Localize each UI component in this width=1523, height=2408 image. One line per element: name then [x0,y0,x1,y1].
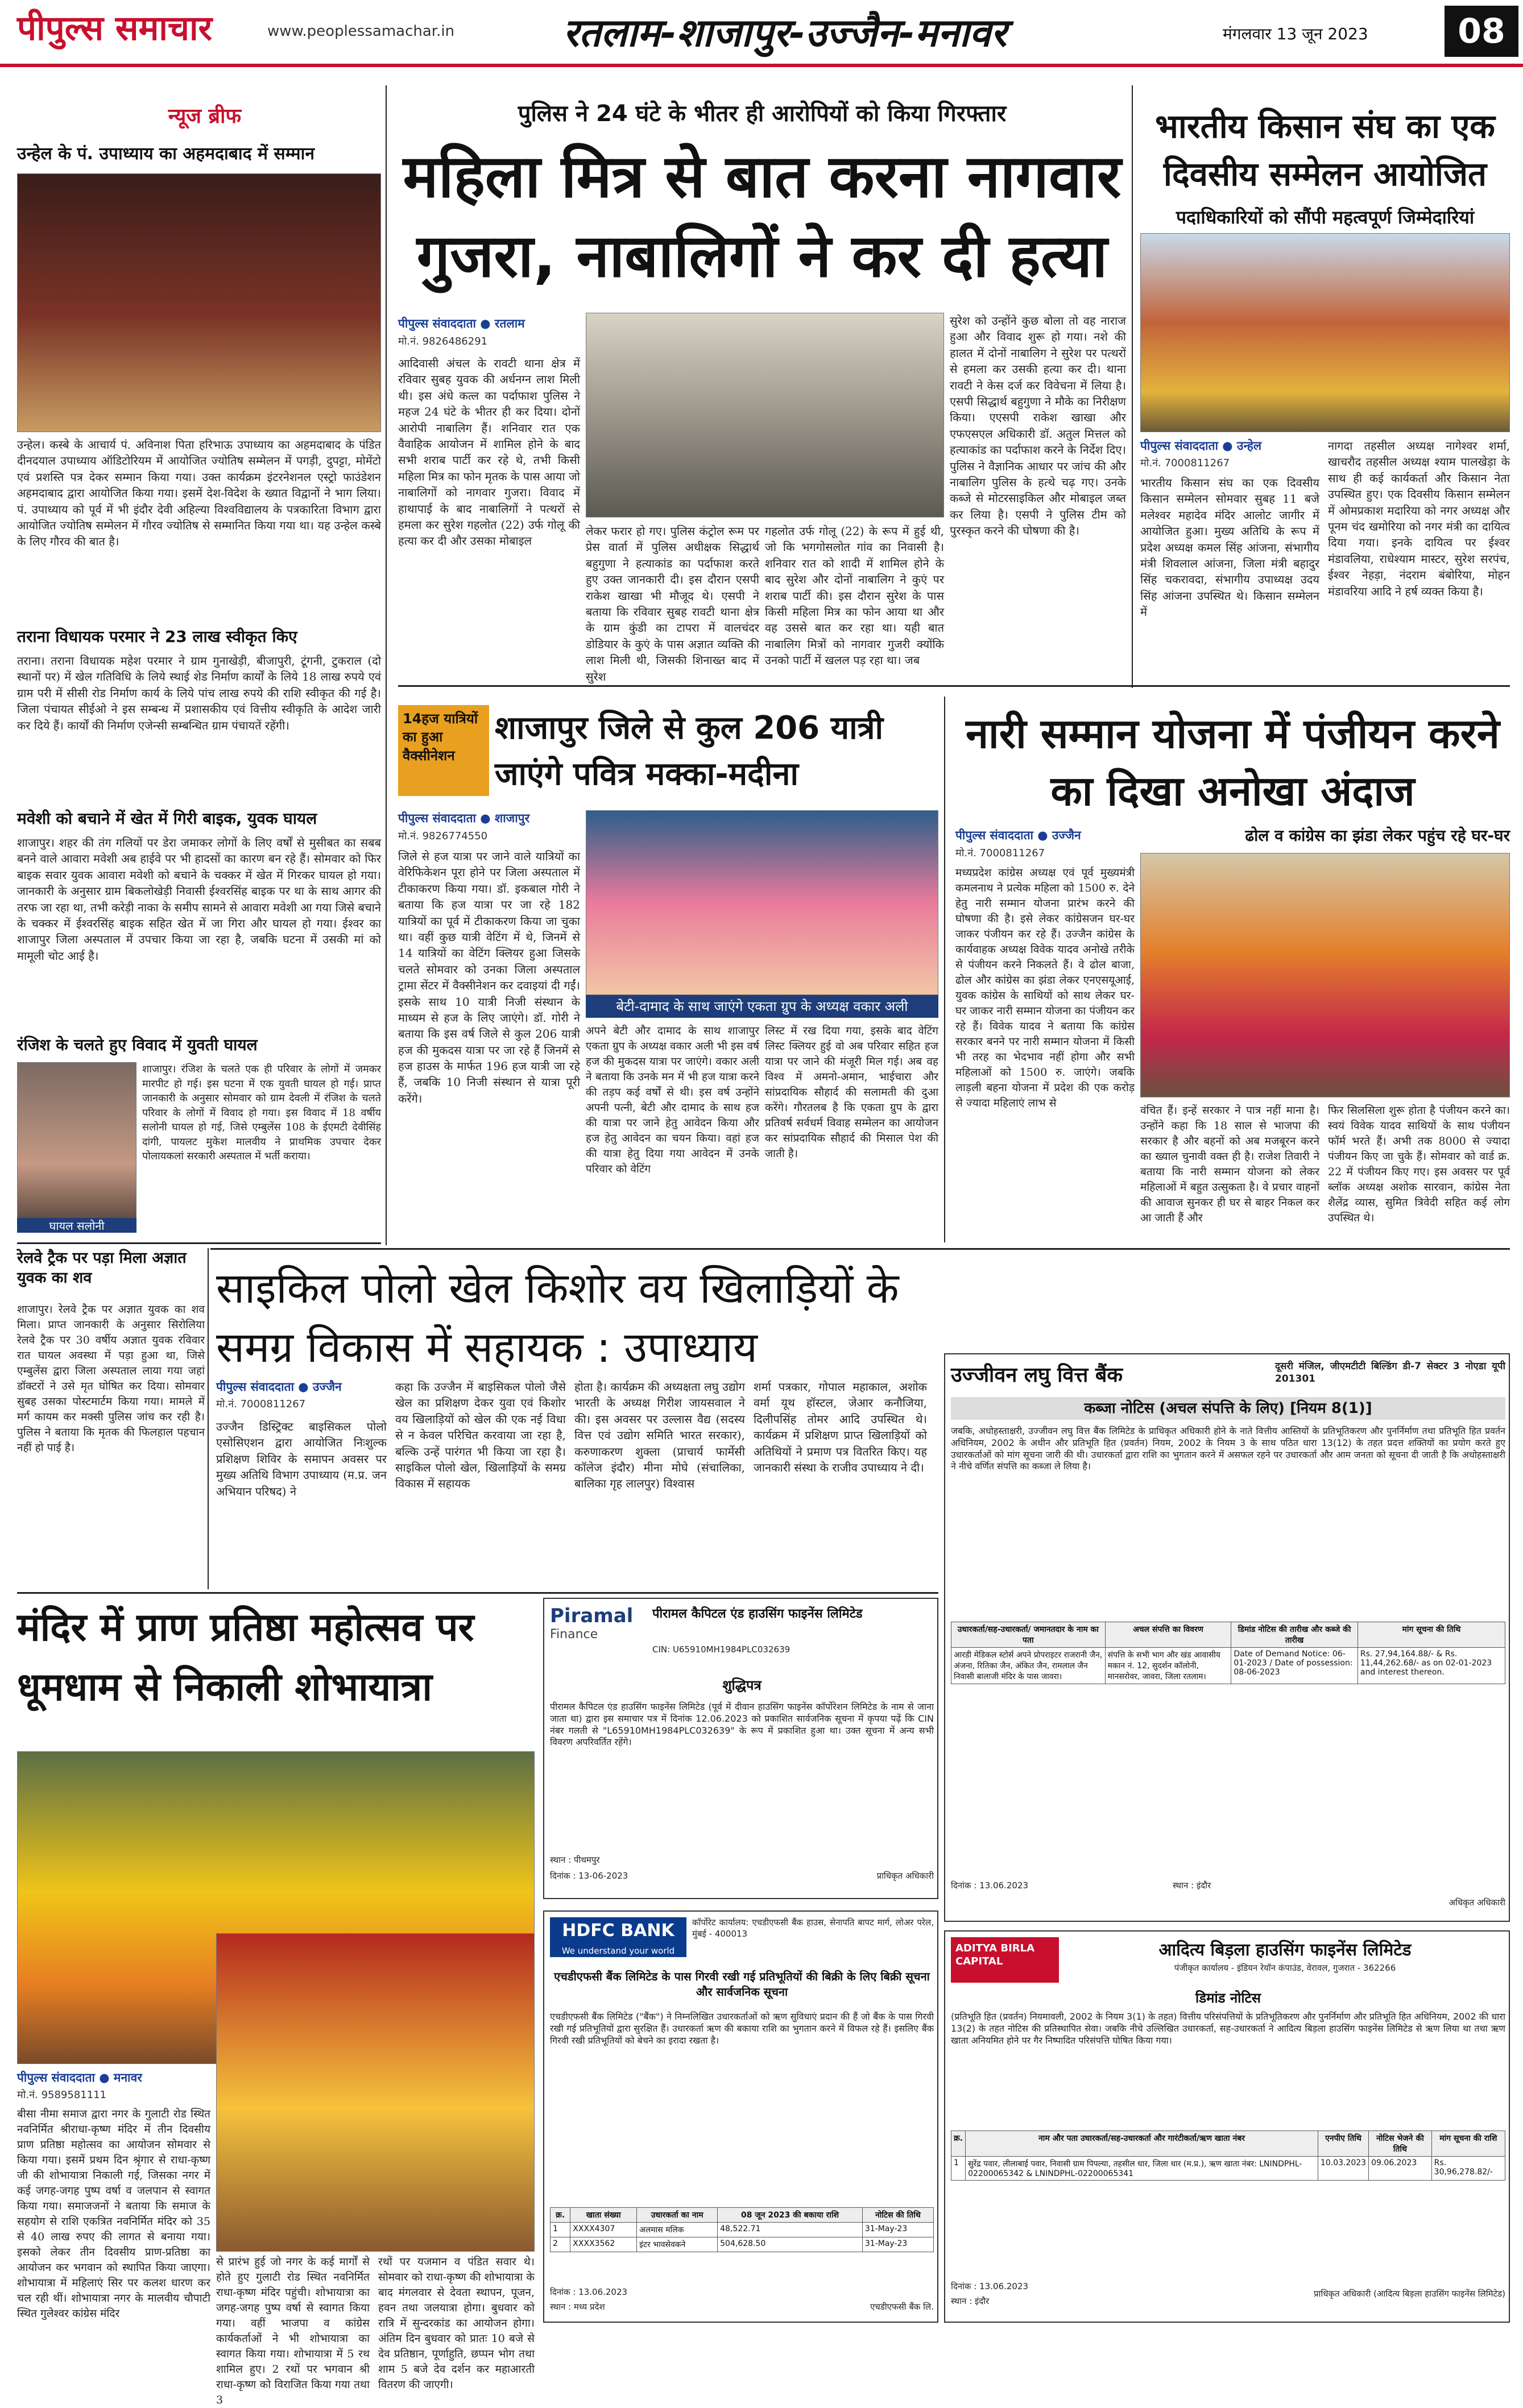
murder-photo [586,313,944,517]
murder-col-2: लेकर फरार हो गए। पुलिस कंट्रोल रूम पर प्रेस वार्ता में पुलिस अधीक्षक सिद्धार्थ बहुगुणा ने हत्याकांड का पर्दाफाश करते हुए उक्त जानकारी दी। इस दौरान एसपी राकेश खाखा भी मौजूद थे। एसपी ने बताया कि रविवार सुबह रावटी थाना क्षेत्र के ग्राम कुंडी का टापरा में वालचंदर डोडियार के कुएं के पास अज्ञात व्यक्ति की लाश मिली थी, जिसकी शिनाख्त बाद में सुरेश [586,524,759,683]
aditya-logo: ADITYA BIRLA CAPITAL [951,1937,1059,1983]
murder-kicker: पुलिस ने 24 घंटे के भीतर ही आरोपियों को किया गिरफ्तार [518,101,1007,127]
table-row [551,2237,934,2252]
hdfc-notice-title: एचडीएफसी बैंक लिमिटेड के पास गिरवी रखी गई प्रतिभूतियों की बिक्री के लिए बिक्री सूचना और सार्वजनिक सूचना [554,1970,930,1999]
website-url[interactable]: www.peoplessamachar.in [267,23,455,40]
cycle-col-2: कहा कि उज्जैन में बाइसिकल पोलो जैसे खेल का प्रशिक्षण देकर युवा एवं किशोर वय खिलाड़ियों को खेल की एक नई विधा से न केवल परिचित करवाया जा रहा है, बल्कि उन्हें पारंगत भी किया जा रहा है। साइकिल पोलो खेल, खिलाड़ियों के समग्र विकास में सहायक [395,1380,566,1491]
ad-hdfc [543,1910,938,2323]
piramal-notice-title: शुद्धिपत्र [722,1677,762,1693]
haj-headline: शाजापुर जिले से कुल 206 यात्री जाएंगे पवित्र मक्का-मदीना [495,710,883,793]
table-cell: इंटर भावसेवकने [637,2237,718,2252]
table-header: क्र. [551,2208,570,2223]
piramal-brand: Piramal [550,1605,634,1627]
section-label: न्यूज ब्रीफ [168,105,242,128]
kisan-col-1: भारतीय किसान संघ का एक दिवसीय किसान सम्मेलन सोमवार सुबह 11 बजे मलेश्वर महादेव मंदिर आलोट जागीर में आयोजित हुआ। मुख्य अतिथि के रूप में प्रदेश अध्यक्ष कमल सिंह आंजना, संभागीय मंत्री शिवलाल आंजना, जिला मंत्री बहादुर सिंह चकरावदा, संभागीय उपाध्यक्ष उदय सिंह आंजना उपस्थित थे। किसान सम्मेलन में [1140,476,1319,619]
nari-col-2: वंचित हैं। इन्हें सरकार ने पात्र नहीं माना है। उन्होंने कहा कि 18 साल से भाजपा की सरकार है और बहनों को अब मजबूरन करने का ख्याल चुनावी वक्त ही है। राजेश तिवारी ने बताया कि नारी सम्मान योजना को लेकर महिलाओं में बहुत उत्सुकता है। वे प्रचार वाहनों की आवाज सुनकर ही घर से बाहर निकल कर आ जाती हैं और [1140,1104,1319,1224]
table-cell: 31-May-23 [862,2223,933,2237]
aditya-table-header [951,2131,1505,2157]
kisan-headline: भारतीय किसान संघ का एक दिवसीय सम्मेलन आयोजित [1155,107,1495,194]
table-cell: सुरेंद्र पवार, लीलाबाई पवार, निवासी ग्राम पिपल्या, तहसील धार, जिला धार (म.प्र.), ऋण खाता नंबर: LNINDPHL-02200065342 & LNINDPHL-02200065341 [966,2157,1318,2181]
murder-col-4: सुरेश को उन्होंने कुछ बोला तो वह नाराज हुआ और विवाद शुरू हो गया। नशे की हालत में दोनों नाबालिग ने सुरेश पर पत्थरों से हमला कर उसकी हत्या कर दी। थाना रावटी ने केस दर्ज कर विवेचना में लिया है। एसपी सिद्धार्थ बहुगुणा ने मौके का निरीक्षण किया। एएसपी राकेश खाखा और एफएसएल अधिकारी डॉ. अतुल मित्तल को हत्याकांड का पर्दाफाश करने के निर्देश दिए। पुलिस ने वैज्ञानिक आधार पर जांच की और नाबालिग पुलिस के हत्थे चढ़ गए। उनके कब्जे से मोटरसाइकिल और मोबाइल जब्त कर लिया है। एसपी ने पुलिस टीम को पुरस्कृत करने की घोषणा की है। [950,314,1126,538]
ujjivan-brand: उज्जीवन लघु वित्त बैंक [951,1363,1123,1387]
hdfc-body: एचडीएफसी बैंक लिमिटेड ("बैंक") ने निम्नलिखित उधारकर्ताओं को ऋण सुविधाएं प्रदान की हैं जो बैंक के पास गिरवी रखी गई प्रतिभूतियों द्वारा सुरक्षित हैं। उधारकर्ता ऋण की बकाया राशि का भुगतान करने में विफल रहे हैं। इसलिए बैंक गिरवी रखी प्रतिभूतियों को बेचने का इरादा रखता है। [550,2011,934,2046]
cycle-col-4: शर्मा पत्रकार, गोपाल महाकाल, अशोक वर्मा यूथ हॉस्टल, जेआर कनौजिया, दिलीपसिंह तोमर आदि उपस्थित थे। कार्यक्रम में प्रशिक्षण प्राप्त खिलाड़ियों को अतिथियों ने प्रमाण पत्र वितरित किए। यह जानकारी संस्था के राजीव उपाध्याय ने दी। [754,1380,927,1474]
nari-subhead: ढोल व कांग्रेस का झंडा लेकर पहुंच रहे घर-घर [1245,826,1510,845]
ad-piramal [543,1598,938,1899]
kisan-col-2: नागदा तहसील अध्यक्ष नागेश्वर शर्मा, खाचरौद तहसील अध्यक्ष श्याम पालखेड़ा के साथ ही कई कार्यकर्ता और किसान नेता उपस्थित हुए। एक दिवसीय किसान सम्मेलन में ओमप्रकाश मदारिया को नगर अध्यक्ष और पूनम चंद खमोरिया को नगर मंत्री का दायित्व दिया गया। इनके दायित्व पर ईश्वर मंडावलिया, राधेश्याम मास्टर, सुरेश सरपंच, ईश्वर नेहड़ा, नंदराम बंबोरिया, मोहन मंडावरिया आदि ने हर्ष व्यक्त किया है। [1328,439,1510,598]
piramal-body: पीरामल कैपिटल एंड हाउसिंग फाइनेंस लिमिटेड (पूर्व में दीवान हाउसिंग फाइनेंस कॉर्पोरेशन लिमिटेड के नाम से जाना जाता था) द्वारा इस समाचार पत्र में दिनांक 12.06.2023 को प्रकाशित सार्वजनिक सूचना में कृपया पढ़ें कि CIN नंबर गलती से "L65910MH1984PLC032639" के रूप में प्रकाशित हुआ था। उक्त सूचना में अन्य सभी विवरण अपरिवर्तित रहेंगे। [550,1701,934,1748]
table-row [551,2223,934,2237]
haj-col-2: अपने बेटी और दामाद के साथ शाजापुर एकता ग्रुप के अध्यक्ष वकार अली भी इस वर्ष हज की मुकदस यात्रा पर जाएंगे। वकार अली ने बताया कि उनके मन में भी हज यात्रा करने की तड़प कई वर्षों से थी। इस वर्ष उन्होंने अपनी पत्नी, बेटी और दामाद के साथ हज की यात्रा पर जाने हेतु आवेदन किया और हज हेतु आवेदन का चयन किया। वहां हज की यात्रा हेतु दिया गया आवेदन में उनके परिवार को वेटिंग [586,1025,759,1175]
haj-col-3: लिस्ट में रख दिया गया, इसके बाद वेटिंग लिस्ट क्लियर हुई वो अब परिवार सहित हज यात्रा पर जाने की मंजूरी मिल गई। अब वह विश्व में अमनो-अमान, भाईचारा और सांप्रदायिक सौहार्द की सलामती की दुआ करेंगे। गौरतलब है कि एकता ग्रुप के द्वारा प्रतिवर्ष सर्वधर्म विवाह सम्मेलन का आयोजन कर सांप्रदायिक सौहार्द की मिसाल पेश की जाती है। [765,1025,938,1160]
temple-contact: मो.नं. 9589581111 [17,2089,107,2101]
piramal-date: दिनांक : 13-06-2023 [550,1871,628,1881]
temple-byline: पीपुल्स संवाददाता ● मनावर [17,2071,142,2084]
brief-5-title: रेलवे ट्रैक पर पड़ा मिला अज्ञात युवक का शव [17,1249,187,1287]
table-cell: Date of Demand Notice: 06-01-2023 / Date of possession: 08-06-2023 [1231,1648,1358,1684]
cycle-contact: मो.नं. 7000811267 [216,1398,306,1410]
piramal-sub: Finance [550,1627,598,1642]
ujjivan-sign: अधिकृत अधिकारी [1448,1897,1505,1908]
table-header: मांग सूचना की तिथि [1358,1622,1505,1648]
table-cell: 504,628.50 [718,2237,863,2252]
table-cell: 31-May-23 [862,2237,933,2252]
table-cell: 2 [551,2237,570,2252]
cycle-col-1: उज्जैन डिस्ट्रिक्ट बाइसिकल पोलो एसोसिएशन द्वारा आयोजित निःशुल्क प्रशिक्षण शिविर के समापन अवसर पर मुख्य अतिथि विभाग उपाध्याय (म.प्र. जन अभियान परिषद) ने [216,1420,387,1498]
table-header: क्र. [951,2131,966,2157]
table-header: उधारकर्ता/सह-उधारकर्ता/ जमानतदार के नाम का पता [951,1622,1106,1648]
table-cell: संपत्ति के सभी भाग और खंड आवासीय मकान नं. 12, सुदर्शन कॉलोनी, मानसरोवर, जावरा, जिला रतलाम। [1105,1648,1231,1684]
table-header: नाम और पता उधारकर्ता/सह-उधारकर्ता और गारंटीकर्ता/ऋण खाता नंबर [966,2131,1318,2157]
table-cell: XXXX3562 [570,2237,637,2252]
ujjivan-table [951,1622,1505,1872]
aditya-sign: प्राधिकृत अधिकारी (आदित्य बिड़ला हाउसिंग फाइनेंस लिमिटेड) [1314,2289,1505,2299]
brief-1-title: उन्हेल के पं. उपाध्याय का अहमदाबाद में सम्मान [17,144,315,164]
ad-aditya-birla [944,1930,1510,2323]
table-header: 08 जून 2023 की बकाया राशि [718,2208,863,2223]
table-row [951,2157,1505,2181]
column-divider [208,1248,209,1589]
brief-4-title: रंजिश के चलते हुए विवाद में युवती घायल [17,1035,258,1054]
brief-4-caption: घायल सलोनी [17,1218,136,1233]
hdfc-logo: HDFC BANK [550,1917,686,1957]
piramal-place: स्थान : पीथमपुर [550,1855,600,1865]
piramal-logo [550,1605,647,1673]
divider [210,1248,1510,1250]
hdfc-place: स्थान : मध्य प्रदेश [550,2302,605,2312]
brief-1-photo [17,173,381,432]
brief-3-title: मवेशी को बचाने में खेत में गिरी बाइक, युवक घायल [17,809,317,828]
table-cell: अलमास मलिक [637,2223,718,2237]
haj-box: 14हज यात्रियों का हुआ वैक्सीनेशन [398,705,489,796]
cycle-col-3: होता है। कार्यक्रम की अध्यक्षता लघु उद्योग भारती के अध्यक्ष गिरीश जायसवाल ने की। इस अवसर पर उल्लास वैद्य (सदस्य वित्त एवं उद्योग समिति भारत सरकार), करुणाकरण शुक्ला (प्राचार्य फार्मेसी कॉलेज इंदौर) मीना मोघे (संचालिका, बालिका गृह लालपुर) विश्वास [574,1380,745,1491]
aditya-table [951,2131,1505,2267]
table-cell: 09.06.2023 [1369,2157,1432,2181]
aditya-company: आदित्य बिड़ला हाउसिंग फाइनेंस लिमिटेड [1158,1940,1412,1960]
table-header: नोटिस की तिथि [862,2208,933,2223]
table-cell: आरडी मेडिकल स्टोर्स अपने प्रोपराइटर राजरानी जैन, अंजना, रितिका जैन, अंकित जैन, रामलाल जैन निवासी बालाजी मंदिर के पास जावरा। [951,1648,1106,1684]
brief-2-body: तराना। तराना विधायक महेश परमार ने ग्राम गुनाखेड़ी, बीजापुरी, टूंगनी, टुकराल (दो स्थानों पर) में खेल गतिविधि के लिये स्थाई शेड निर्माण कार्यों के लिये 18 लाख रुपये एवं ग्राम परी में सीसी रोड निर्माण कार्य के लिये पांच लाख रुपये की राशि स्वीकृत की गई है। जिला पंचायत सीईओ ने इस सम्बन्ध में प्रशासकीय एवं वित्तीय स्वीकृति के आदेश जारी कर दिये हैं। कार्यों की निर्माण एजेन्सी सम्बन्धित ग्राम पंचायतें रहेंगी। [17,654,381,732]
temple-photo-inset [216,1933,535,2252]
ad-ujjivan [944,1353,1510,1922]
divider [17,1242,381,1244]
table-header: अचल संपत्ति का विवरण [1105,1622,1231,1648]
column-divider [386,85,387,1245]
cycle-headline: साइकिल पोलो खेल किशोर वय खिलाड़ियों के समग्र विकास में सहायक : उपाध्याय [216,1264,899,1372]
table-header: डिमांड नोटिस की तारीख और कब्जे की तारीख [1231,1622,1358,1648]
hdfc-table-header [551,2208,934,2223]
masthead-logo: पीपुल्स समाचार [17,9,213,48]
nari-headline: नारी सम्मान योजना में पंजीयन करने का दिखा अनोखा अंदाज [966,710,1500,815]
haj-contact: मो.नं. 9826774550 [398,830,488,842]
brief-5-body: शाजापुर। रेलवे ट्रैक पर अज्ञात युवक का शव मिला। प्राप्त जानकारी के अनुसार सिरोलिया रेलवे ट्रैक पर 30 वर्षीय अज्ञात युवक रविवार रात घायल अवस्था में पड़ा हुआ था, जिसे एम्बुलेंस द्वारा जिला अस्पताल लाया गया जहां डॉक्टरों ने उसे मृत घोषित कर दिया। सोमवार सुबह उसका पोस्टमार्टम किया गया। मामले में मर्ग कायम कर मक्सी पुलिस जांच कर रही है। पुलिस ने बताया कि मृतक की फिलहाल पहचान नहीं हो पाई है। [17,1303,205,1454]
hdfc-tagline: We understand your world [561,1946,675,1956]
temple-col-1: बीसा नीमा समाज द्वारा नगर के गुलाटी रोड स्थित नवनिर्मित श्रीराधा-कृष्ण मंदिर में तीन दिवसीय प्राण प्रतिष्ठा महोत्सव का आयोजन सोमवार से किया गया। इसमें प्रथम दिन श्रृंगार से राधा-कृष्ण जी की शोभायात्रा निकाली गई, जिसका नगर में कई जगह-जगह पुष्प वर्षा व जलपान से स्वागत किया गया। समाजजनों ने बताया कि समाज के सहयोग से राशि एकत्रित नवनिर्मित मंदिर को 35 से 40 लाख रुपए की लागत से बनाया गया। इसको लेकर तीन दिवसीय प्राण-प्रतिष्ठा का आयोजन कर भगवान को स्थापित किया जाएगा। शोभायात्रा में महिलाएं सिर पर कलश धारण कर चल रही थीं। शोभायात्रा नगर के मालवीय चौपाटी स्थित गुलेश्वर कांग्रेस मंदिर [17,2108,210,2320]
nari-col-3: फिर सिलसिला शुरू होता है पंजीयन करने का। स्वयं विवेक यादव साथियों के साथ पंजीयन फॉर्म भरते हैं। अभी तक 8000 से ज्यादा पंजीयन किए जा चुके हैं। सोमवार को वार्ड क्र. 22 में पंजीयन किए गए। इस अवसर पर पूर्व ब्लॉक अध्यक्ष अशोक सारवान, कांग्रेस नेता शैलेंद्र व्यास, सुमित त्रिवेदी सहित कई लोग उपस्थित थे। [1328,1104,1510,1224]
murder-contact: मो.नं. 9826486291 [398,335,488,347]
ujjivan-body: जबकि, अधोहस्ताक्षरी, उज्जीवन लघु वित्त बैंक लिमिटेड के प्राधिकृत अधिकारी होने के नाते वित्तीय आस्तियों के प्रतिभूतिकरण और पुनर्निर्माण तथा प्रतिभूति हित प्रवर्तन अधिनियम, 2002 के अधीन और प्रतिभूति हित (प्रवर्तन) नियम, 2002 के नियम 3 के साथ पठित धारा 13(12) के तहत प्रदत्त शक्तियों का प्रयोग करते हुए उधारकर्ताओं को मांग सूचना जारी की थी। उधारकर्ता द्वारा राशि का भुगतान करने में असफल रहने पर उधारकर्ता और आम जनता को सूचना दी जाती है कि अधोहस्ताक्षरी ने नीचे वर्णित संपत्ति का कब्जा ले लिया है। [951,1425,1505,1472]
table-cell: XXXX4307 [570,2223,637,2237]
aditya-office: पंजीकृत कार्यालय - इंडियन रेयॉन कंपाउंड, वेरावल, गुजरात - 362266 [1174,1963,1396,1973]
cycle-byline: पीपुल्स संवाददाता ● उज्जैन [216,1380,342,1394]
haj-photo-caption: बेटी-दामाद के साथ जाएंगे एकता ग्रुप के अध्यक्ष वकार अली [586,995,938,1018]
edition-title: रतलाम-शाजापुर-उज्जैन-मनावर [563,11,1007,56]
ujjivan-place: स्थान : इंदौर [1173,1880,1211,1891]
brief-2-title: तराना विधायक परमार ने 23 लाख स्वीकृत किए [17,627,297,646]
hdfc-table [550,2207,934,2281]
haj-byline: पीपुल्स संवाददाता ● शाजापुर [398,811,530,825]
nari-col-1: मध्यप्रदेश कांग्रेस अध्यक्ष एवं पूर्व मुख्यमंत्री कमलनाथ ने प्रत्येक महिला को 1500 रु. देने हेतु नारी सम्मान योजना प्रारंभ करने की घोषणा की है। इसे लेकर कांग्रेसजन घर-घर जाकर पंजीयन कर रहे हैं। उज्जैन कांग्रेस के कार्यवाहक अध्यक्ष विवेक यादव अनोखे तरीके से पंजीयन करने निकलते हैं। वे ढोल बाजा, ढोल और कांग्रेस का झंडा लेकर एनएसयूआई, युवक कांग्रेस के साथियों को साथ लेकर घर-घर जाकर नारी सम्मान योजना का पंजीयन कर रहे हैं। विवेक यादव ने बताया कि कांग्रेस सरकार बनने पर नारी सम्मान योजना में किसी भी तरह का भेदभाव नहीं होगा और सभी महिलाओं को 1500 रु. जाएंगे। जबकि लाड़ली बहना योजना में प्रदेश की एक करोड़ से ज्यादा महिलाएं लाभ से [955,867,1135,1109]
nari-photo [1140,853,1510,1097]
brief-3-body: शाजापुर। शहर की तंग गलियों पर डेरा जमाकर लोगों के लिए वर्षों से मुसीबत का सबब बनने वाले आवारा मवेशी अब हाईवे पर भी हादसों का कारण बन रहे हैं। सोमवार को फिर बाइक सवार युवक आवारा मवेशी को बचाने के चक्कर में खेत में गिरकर घायल हो गया। जानकारी के अनुसार ग्राम बिकलोखेड़ी निवासी ईश्वरसिंह बाइक पर था के साथ आगर की तरफ जा रहा था, तभी करेड़ी नाका के समीप सामने से आवारा मवेशी आ गया जिसे बचाने के चक्कर में ईश्वरसिंह बाइक सहित खेत में जा गिरा और घायल हो गया। ईश्वर का शाजापुर जिला अस्पताल में उपचार किया जा रहा है, जबकि घटना में उसकी मां को मामूली चोट आई है। [17,836,381,963]
kisan-photo [1140,233,1510,432]
table-cell: Rs. 30,96,278.82/- [1431,2157,1505,2181]
murder-col-1: आदिवासी अंचल के रावटी थाना क्षेत्र में रविवार सुबह युवक की अर्धनग्न लाश मिली थी। इस अंधे कत्ल का पर्दाफाश पुलिस ने महज 24 घंटे के भीतर ही कर दिया। दोनों आरोपी नाबालिग हैं। शनिवार रात एक वैवाहिक आयोजन में शामिल होने के बाद सभी शराब पार्टी कर रहे थे, तभी किसी महिला मित्र का फोन मृतक के पास आया जो नाबालिगों को नागवार गुजरा। विवाद में हाथापाई के बाद नाबालिगों ने पत्थरों से हमला कर सुरेश गहलोत (22) उर्फ गोलू की हत्या कर दी और उसका मोबाइल [398,357,580,548]
haj-photo [586,810,938,995]
brief-4-body: शाजापुर। रंजिश के चलते एक ही परिवार के लोगों में जमकर मारपीट हो गई। इस घटना में एक युवती घायल हो गई। प्राप्त जानकारी के अनुसार सोमवार को ग्राम देवली में रंजिश के चलते परिवार के लोगों में विवाद हो गया। इस विवाद में 18 वर्षीय सलोनी घायल हो गई, जिसे एम्बुलेंस 108 के ईएमटी देवीसिंह दांगी, पायलट मुकेश मालवीय ने प्राथमिक उपचार देकर पोलायकलां सरकारी अस्पताल में भर्ती कराया। [142,1063,381,1163]
kisan-byline: पीपुल्स संवाददाता ● उन्हेल [1140,439,1262,453]
table-cell: 48,522.71 [718,2223,863,2237]
temple-col-2: से प्रारंभ हुई जो नगर के कई मार्गों से होते हुए गुलाटी रोड स्थित नवनिर्मित राधा-कृष्ण मंदिर पहुंची। शोभायात्रा का जगह-जगह पुष्प वर्षा से स्वागत किया गया। वहीं भाजपा व कांग्रेस कार्यकर्ताओं ने भी शोभायात्रा का स्वागत किया गया। शोभायात्रा में 5 रथ शामिल हुए। 2 रथों पर भगवान श्री राधा-कृष्ण को विराजित किया गया तथा 3 [216,2256,370,2406]
aditya-body: (प्रतिभूति हित (प्रवर्तन) नियमावली, 2002 के नियम 3(1) के तहत) वित्तीय परिसंपत्तियों के प्रतिभूतिकरण और पुनर्निर्माण और प्रतिभूति हित अधिनियम, 2002 की धारा 13(2) के तहत नोटिस की प्रतिस्थापित सेवा। जबकि नीचे उल्लिखित उधारकर्ता, सह-उधारकर्ता ने आदित्य बिड़ला हाउसिंग फाइनेंस लिमिटेड से ऋण लिया था तथा ऋण खाता अनियमित होने पर गैर निष्पादित परिसंपत्ति घोषित किया गया। [951,2011,1505,2046]
aditya-place: स्थान : इंदौर [951,2296,990,2306]
murder-col-3: गहलोत उर्फ गोलू (22) के रूप में हुई थी, जो कि भगगोसलोत गांव का निवासी है। शनिवार रात को शादी में शामिल होने के बाद सुरेश और दोनों नाबालिग ने कुएं पर शराब पार्टी की। इस दौरान सुरेश के पास किसी महिला मित्र का फोन आया था और वह उससे बात कर रहा था। यही बात नाबालिग मित्रों को नागवार गुजरी क्योंकि उनको पार्टी में खलल पड़ रहा था। जब [765,524,944,668]
table-row [951,1648,1505,1684]
aditya-notice-title: डिमांड नोटिस [1195,1990,1261,2006]
table-header: उधारकर्ता का नाम [637,2208,718,2223]
temple-headline: मंदिर में प्राण प्रतिष्ठा महोत्सव पर धूमधाम से निकाली शोभायात्रा [17,1605,474,1710]
table-header: मांग सूचना की राशि [1431,2131,1505,2157]
brief-1-body: उन्हेल। कस्बे के आचार्य पं. अविनाश पिता हरिभाऊ उपाध्याय का अहमदाबाद के पंडित दीनदयाल उपाध्याय ऑडिटोरियम में आयोजित ज्योतिष सम्मेलन में पगड़ी, दुपट्टा, मोमेंटो एवं प्रशस्ति पत्र देकर सम्मान किया गया। उक्त कार्यक्रम इंटरनेशनल एस्ट्रो फाउंडेशन अहमदाबाद द्वारा आयोजित किया गया। इसमें देश-विदेश के ख्यात विद्वानों ने भाग लिया। पं. उपाध्याय को पूर्व में भी इंदौर देवी अहिल्या विश्वविद्यालय के पत्रकारिता विभाग द्वारा आयोजित ज्योतिष सम्मेलन में गौरव ज्योतिष से सम्मानित किया गया था। यह उन्हेल कस्बे के लिए गौरव की बात है। [17,438,381,549]
murder-headline: महिला मित्र से बात करना नागवार गुजरा, नाबालिगों ने कर दी हत्या [403,142,1121,291]
haj-col-1: जिले से हज यात्रा पर जाने वाले यात्रियों का वेरिफिकेशन पूरा होने पर जिला अस्पताल में टीकाकरण किया गया। डॉ. इकबाल गोरी ने बताया कि हज यात्रा पर जा रहे 182 यात्रियों का पूर्व में टीकाकरण किया जा चुका था। वहीं कुछ यात्री वेटिंग में थे, जिनमें से 14 यात्रियों का वेटिंग क्लियर हुआ जिसके चलते सोमवार को उनका जिला अस्पताल ट्रामा सेंटर में वैक्सीनेशन कर दवाइयां दी गईं। इसके साथ 10 यात्री निजी संस्थान के माध्यम से हज के लिए जाएंगे। डॉ. गोरी ने बताया कि इस वर्ष जिले से कुल 206 यात्री हज की मुकदस यात्रा पर जा रहे हैं जिनमें से हज हाउस के मार्फत 196 हज यात्री जा रहे हैं, जबकि 10 निजी संस्थान से यात्रा पूरी करेंगे। [398,849,580,1105]
aditya-date: दिनांक : 13.06.2023 [951,2281,1029,2291]
murder-byline: पीपुल्स संवाददाता ● रतलाम [398,317,525,330]
page-number: 08 [1445,6,1518,57]
table-header: खाता संख्या [570,2208,637,2223]
hdfc-sign: एचडीएफसी बैंक लि. [870,2302,934,2312]
table-header: नोटिस भेजने की तिथि [1369,2131,1432,2157]
ujjivan-notice-title: कब्जा नोटिस (अचल संपत्ति के लिए) [नियम 8(1)] [951,1397,1505,1420]
temple-col-3: रथों पर यजमान व पंडित सवार थे। सोमवार को राधा-कृष्ण की शोभायात्रा के बाद मंगलवार से देवता स्थापन, पूजन, हवन तथा जलयात्रा होगा। बुधवार को रात्रि में सुन्दरकांड का आयोजन होगा। अंतिम दिन बुधवार को प्रातः 10 बजे से देव प्रतिष्ठान, पूर्णाहुति, छप्पन भोग तथा शाम 5 बजे देव दर्शन कर महाआरती वितरण की जाएगी। [378,2256,535,2391]
hdfc-address: कॉर्पोरेट कार्यालय: एचडीएफसी बैंक हाउस, सेनापति बापट मार्ग, लोअर परेल, मुंबई - 400013 [692,1917,934,1939]
brief-4-photo [17,1062,136,1233]
divider [398,685,1510,687]
table-cell: 10.03.2023 [1318,2157,1368,2181]
nari-contact: मो.नं. 7000811267 [955,847,1045,859]
hdfc-date: दिनांक : 13.06.2023 [550,2287,628,2297]
piramal-cin: CIN: U65910MH1984PLC032639 [652,1644,791,1655]
column-divider [1132,85,1133,688]
divider [17,1592,938,1594]
kisan-contact: मो.नं. 7000811267 [1140,457,1230,469]
piramal-sign: प्राधिकृत अधिकारी [876,1871,934,1881]
table-cell: 1 [951,2157,966,2181]
ujjivan-address: दूसरी मंजिल, जीएमटीटी बिल्डिंग डी-7 सेक्टर 3 नोएडा यूपी 201301 [1275,1361,1505,1385]
column-divider [944,697,945,1242]
piramal-company: पीरामल कैपिटल एंड हाउसिंग फाइनेंस लिमिटेड [652,1607,863,1621]
ujjivan-date: दिनांक : 13.06.2023 [951,1880,1029,1891]
nari-byline: पीपुल्स संवाददाता ● उज्जैन [955,828,1081,842]
ujjivan-table-header [951,1622,1505,1648]
table-cell: 1 [551,2223,570,2237]
issue-date: मंगलवार 13 जून 2023 [1223,24,1368,43]
table-header: एनपीए तिथि [1318,2131,1368,2157]
kisan-subhead: पदाधिकारियों को सौंपी महत्वपूर्ण जिम्मेदारियां [1176,206,1475,228]
table-cell: Rs. 27,94,164.88/- & Rs. 11,44,262.68/- as on 02-01-2023 and interest thereon. [1358,1648,1505,1684]
